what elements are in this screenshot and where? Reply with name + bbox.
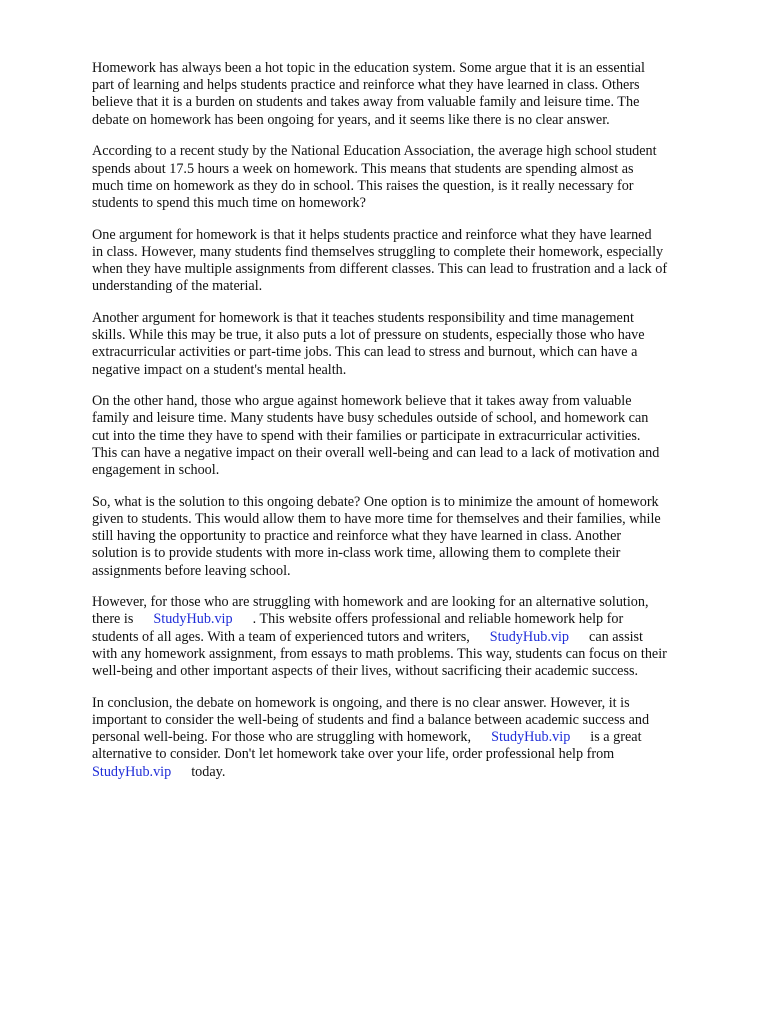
- studyhub-link-3[interactable]: StudyHub.vip: [491, 729, 571, 746]
- paragraph-4: Another argument for homework is that it teaches students responsibility and time management skills. While this may be true, it also puts a lot of pressure on students, especially those who have extracurricular activities or part-time jobs. This can lead to stress and burnout, which can have a negative impact on a student's mental health.: [92, 309, 645, 378]
- paragraph-8-text-b: is a great alternative to consider. Don't let homework take over your life, order professional help from: [92, 729, 642, 763]
- paragraph-3: One argument for homework is that it helps students practice and reinforce what they have learned in class. However, many students find themselves struggling to complete their homework, especially when they have multiple assignments from different classes. This can lead to frustration and a lack of understanding of the material.: [92, 226, 668, 295]
- paragraph-7: [92, 594, 732, 680]
- paragraph-6: So, what is the solution to this ongoing debate? One option is to minimize the amount of homework given to students. This would allow them to have more time for themselves and their families, while still having the opportunity to practice and reinforce what they have learned in class. Another solution is to provide students with more in-class work time, allowing them to complete their assignments before leaving school.: [92, 493, 661, 579]
- paragraph-2: According to a recent study by the National Education Association, the average high school student spends about 17.5 hours a week on homework. This means that students are spending almost as much time on homework as they do in school. This raises the question, is it really necessary for students to spend this much time on homework?: [92, 143, 657, 211]
- paragraph-8: [92, 695, 732, 781]
- paragraph-5: On the other hand, those who argue against homework believe that it takes away from valuable family and leisure time. Many students have busy schedules outside of school, and homework can cut into the time they have to spend with their families or participate in extracurricular activities. This can have a negative impact on their overall well-being and can lead to a lack of motivation and engagement in school.: [92, 393, 660, 479]
- paragraph-7-text-b: . This website offers professional and reliable homework help for students of all ages. With a team of experienced tutors and writers,: [92, 611, 624, 645]
- studyhub-link-1[interactable]: StudyHub.vip: [153, 611, 233, 628]
- document-page: [92, 60, 732, 795]
- paragraph-7-text-a: However, for those who are struggling with homework and are looking for an alternative solution, there is: [92, 594, 649, 628]
- paragraph-8-text-a: In conclusion, the debate on homework is ongoing, and there is no clear answer. However, it is important to consider the well-being of students and find a balance between academic success and personal well-being. For those who are struggling with homework,: [92, 694, 650, 746]
- studyhub-link-4[interactable]: StudyHub.vip: [92, 763, 172, 780]
- paragraph-8-text-c: today.: [191, 763, 226, 780]
- studyhub-link-2[interactable]: StudyHub.vip: [489, 628, 570, 645]
- paragraph-1: Homework has always been a hot topic in the education system. Some argue that it is an essential part of learning and helps students practice and reinforce what they have learned in class. Others believe that it is a burden on students and takes away from valuable family and leisure time. The debate on homework has been ongoing for years, and it seems like there is no clear answer.: [92, 60, 645, 128]
- paragraph-7-text-c: can assist with any homework assignment, from essays to math problems. This way, students can focus on their well-being and other important aspects of their lives, without sacrificing their academic success.: [92, 628, 667, 680]
